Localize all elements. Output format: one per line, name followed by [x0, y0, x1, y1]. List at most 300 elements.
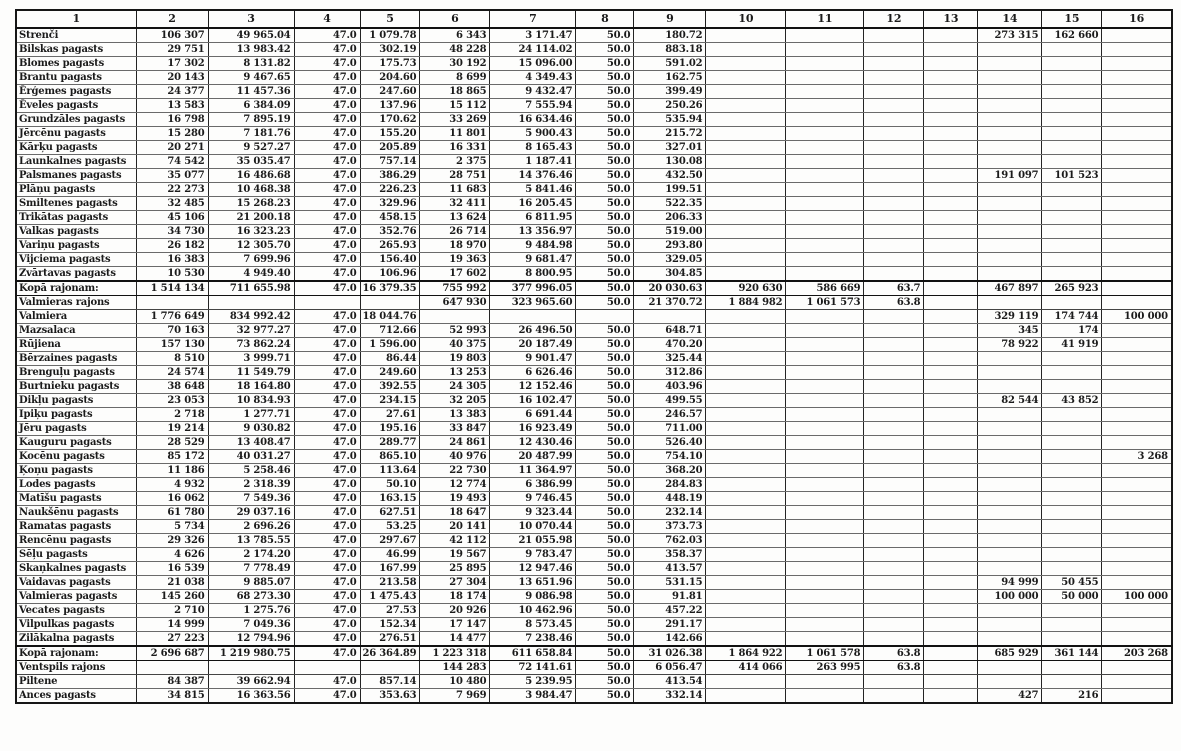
- cell: [924, 492, 978, 506]
- cell: 16 323.23: [208, 225, 294, 239]
- cell: [864, 548, 924, 562]
- cell: 7 895.19: [208, 113, 294, 127]
- cell: 50.0: [576, 436, 634, 450]
- cell: 427: [978, 689, 1042, 704]
- cell: 857.14: [360, 675, 420, 689]
- cell: [864, 478, 924, 492]
- cell: 13 651.96: [490, 576, 576, 590]
- cell: 50.0: [576, 127, 634, 141]
- cell: [924, 464, 978, 478]
- cell: 9 783.47: [490, 548, 576, 562]
- cell: [924, 352, 978, 366]
- table-row: [16, 618, 1172, 632]
- cell: 50.0: [576, 646, 634, 661]
- table-row: [16, 478, 1172, 492]
- cell: 15 280: [136, 127, 208, 141]
- cell: [978, 380, 1042, 394]
- cell: 47.0: [294, 675, 360, 689]
- cell: [924, 408, 978, 422]
- cell: 163.15: [360, 492, 420, 506]
- row-label: Ventspils rajons: [16, 661, 136, 675]
- row-label: Kocēnu pagasts: [16, 450, 136, 464]
- cell: 155.20: [360, 127, 420, 141]
- cell: [924, 28, 978, 43]
- row-label: Ipiķu pagasts: [16, 408, 136, 422]
- cell: [924, 661, 978, 675]
- cell: [706, 324, 786, 338]
- cell: 63.8: [864, 661, 924, 675]
- cell: 263 995: [786, 661, 864, 675]
- cell: 16 798: [136, 113, 208, 127]
- row-label: Rencēnu pagasts: [16, 534, 136, 548]
- column-header: 4: [294, 10, 360, 28]
- cell: 327.01: [634, 141, 706, 155]
- table-row: [16, 211, 1172, 225]
- cell: 47.0: [294, 576, 360, 590]
- table-row: [16, 113, 1172, 127]
- cell: 41 919: [1042, 338, 1102, 352]
- table-row: [16, 548, 1172, 562]
- cell: [1042, 408, 1102, 422]
- cell: [978, 141, 1042, 155]
- cell: 3 999.71: [208, 352, 294, 366]
- cell: 50.0: [576, 520, 634, 534]
- cell: [924, 632, 978, 647]
- cell: [864, 28, 924, 43]
- cell: [924, 675, 978, 689]
- cell: [1102, 534, 1172, 548]
- cell: 50.0: [576, 618, 634, 632]
- cell: [208, 296, 294, 310]
- cell: 170.62: [360, 113, 420, 127]
- cell: 9 484.98: [490, 239, 576, 253]
- cell: [786, 71, 864, 85]
- cell: [978, 127, 1042, 141]
- cell: [978, 155, 1042, 169]
- cell: [1042, 632, 1102, 647]
- cell: 1 223 318: [420, 646, 490, 661]
- cell: 757.14: [360, 155, 420, 169]
- cell: 19 363: [420, 253, 490, 267]
- cell: 11 683: [420, 183, 490, 197]
- cell: [978, 57, 1042, 71]
- cell: 7 778.49: [208, 562, 294, 576]
- cell: 175.73: [360, 57, 420, 71]
- cell: 754.10: [634, 450, 706, 464]
- table-row: [16, 71, 1172, 85]
- cell: [978, 267, 1042, 282]
- row-label: Bērzaines pagasts: [16, 352, 136, 366]
- cell: 9 030.82: [208, 422, 294, 436]
- cell: 50.0: [576, 604, 634, 618]
- cell: 20 487.99: [490, 450, 576, 464]
- cell: 234.15: [360, 394, 420, 408]
- row-label: Strenči: [16, 28, 136, 43]
- cell: 7 238.46: [490, 632, 576, 647]
- row-label: Blomes pagasts: [16, 57, 136, 71]
- cell: 50.0: [576, 141, 634, 155]
- cell: [1102, 113, 1172, 127]
- cell: 11 801: [420, 127, 490, 141]
- cell: 162 660: [1042, 28, 1102, 43]
- table-row: [16, 239, 1172, 253]
- cell: 195.16: [360, 422, 420, 436]
- cell: [786, 450, 864, 464]
- cell: 47.0: [294, 394, 360, 408]
- cell: [706, 576, 786, 590]
- cell: [864, 310, 924, 324]
- cell: [924, 604, 978, 618]
- cell: [706, 338, 786, 352]
- cell: 47.0: [294, 436, 360, 450]
- cell: [924, 590, 978, 604]
- cell: 312.86: [634, 366, 706, 380]
- cell: 47.0: [294, 225, 360, 239]
- cell: 8 800.95: [490, 267, 576, 282]
- cell: [978, 366, 1042, 380]
- cell: [924, 394, 978, 408]
- cell: [924, 71, 978, 85]
- cell: 10 070.44: [490, 520, 576, 534]
- cell: [706, 99, 786, 113]
- cell: 47.0: [294, 85, 360, 99]
- cell: 13 624: [420, 211, 490, 225]
- cell: 26 496.50: [490, 324, 576, 338]
- row-label: Vecates pagasts: [16, 604, 136, 618]
- total-row: [16, 281, 1172, 296]
- cell: 106.96: [360, 267, 420, 282]
- cell: [1042, 380, 1102, 394]
- cell: [1042, 57, 1102, 71]
- cell: [924, 281, 978, 296]
- cell: 3 171.47: [490, 28, 576, 43]
- cell: 13 356.97: [490, 225, 576, 239]
- cell: 10 462.96: [490, 604, 576, 618]
- cell: 3 984.47: [490, 689, 576, 704]
- cell: 100 000: [1102, 590, 1172, 604]
- cell: [1042, 113, 1102, 127]
- cell: [924, 436, 978, 450]
- cell: [1102, 548, 1172, 562]
- cell: 297.67: [360, 534, 420, 548]
- cell: 6 343: [420, 28, 490, 43]
- cell: 18 647: [420, 506, 490, 520]
- cell: 368.20: [634, 464, 706, 478]
- cell: 2 710: [136, 604, 208, 618]
- cell: 40 375: [420, 338, 490, 352]
- row-label: Dikļu pagasts: [16, 394, 136, 408]
- cell: [924, 450, 978, 464]
- cell: 32 411: [420, 197, 490, 211]
- cell: [1042, 534, 1102, 548]
- cell: 50.0: [576, 253, 634, 267]
- cell: 1 061 573: [786, 296, 864, 310]
- cell: [1102, 155, 1172, 169]
- cell: 50.0: [576, 689, 634, 704]
- cell: 21 055.98: [490, 534, 576, 548]
- cell: [706, 408, 786, 422]
- cell: 18 970: [420, 239, 490, 253]
- cell: [786, 366, 864, 380]
- cell: 50.0: [576, 506, 634, 520]
- cell: 47.0: [294, 408, 360, 422]
- cell: 29 037.16: [208, 506, 294, 520]
- cell: 48 228: [420, 43, 490, 57]
- cell: 47.0: [294, 632, 360, 647]
- cell: 273 315: [978, 28, 1042, 43]
- cell: [1102, 436, 1172, 450]
- cell: 16 486.68: [208, 169, 294, 183]
- cell: 43 852: [1042, 394, 1102, 408]
- cell: 14 477: [420, 632, 490, 647]
- column-header: 12: [864, 10, 924, 28]
- cell: [706, 675, 786, 689]
- cell: [1102, 520, 1172, 534]
- cell: [924, 253, 978, 267]
- cell: [864, 450, 924, 464]
- cell: 40 031.27: [208, 450, 294, 464]
- cell: [786, 380, 864, 394]
- cell: [978, 85, 1042, 99]
- cell: [978, 534, 1042, 548]
- row-label: Skaņkalnes pagasts: [16, 562, 136, 576]
- cell: 249.60: [360, 366, 420, 380]
- cell: [924, 197, 978, 211]
- cell: 17 147: [420, 618, 490, 632]
- cell: 865.10: [360, 450, 420, 464]
- cell: 216: [1042, 689, 1102, 704]
- cell: 94 999: [978, 576, 1042, 590]
- cell: 1 514 134: [136, 281, 208, 296]
- cell: [786, 436, 864, 450]
- cell: 50 455: [1042, 576, 1102, 590]
- cell: 50.0: [576, 464, 634, 478]
- table-row: [16, 99, 1172, 113]
- cell: [978, 520, 1042, 534]
- cell: 302.19: [360, 43, 420, 57]
- cell: 1 277.71: [208, 408, 294, 422]
- cell: [706, 267, 786, 282]
- cell: 32 977.27: [208, 324, 294, 338]
- cell: 50.0: [576, 225, 634, 239]
- cell: [1102, 57, 1172, 71]
- cell: [706, 590, 786, 604]
- cell: 27.61: [360, 408, 420, 422]
- cell: [924, 548, 978, 562]
- table-row: [16, 28, 1172, 43]
- cell: 31 026.38: [634, 646, 706, 661]
- total-row: [16, 646, 1172, 661]
- cell: [978, 225, 1042, 239]
- cell: [924, 380, 978, 394]
- cell: 9 746.45: [490, 492, 576, 506]
- cell: 7 969: [420, 689, 490, 704]
- cell: [706, 57, 786, 71]
- cell: 29 326: [136, 534, 208, 548]
- cell: 28 751: [420, 169, 490, 183]
- column-header: 8: [576, 10, 634, 28]
- cell: 63.8: [864, 296, 924, 310]
- cell: 26 182: [136, 239, 208, 253]
- cell: 361 144: [1042, 646, 1102, 661]
- cell: [786, 675, 864, 689]
- cell: 627.51: [360, 506, 420, 520]
- cell: [706, 28, 786, 43]
- cell: [1042, 71, 1102, 85]
- row-label: Piltene: [16, 675, 136, 689]
- cell: 7 549.36: [208, 492, 294, 506]
- cell: [786, 604, 864, 618]
- cell: 50.0: [576, 632, 634, 647]
- cell: [706, 506, 786, 520]
- cell: [978, 99, 1042, 113]
- cell: [1042, 464, 1102, 478]
- cell: [786, 338, 864, 352]
- cell: 329 119: [978, 310, 1042, 324]
- cell: 137.96: [360, 99, 420, 113]
- cell: 22 730: [420, 464, 490, 478]
- cell: 73 862.24: [208, 338, 294, 352]
- cell: [1102, 267, 1172, 282]
- cell: 47.0: [294, 211, 360, 225]
- cell: 13 785.55: [208, 534, 294, 548]
- cell: 32 205: [420, 394, 490, 408]
- cell: 113.64: [360, 464, 420, 478]
- cell: [786, 576, 864, 590]
- cell: 50.0: [576, 478, 634, 492]
- cell: [1102, 183, 1172, 197]
- row-label: Burtnieku pagasts: [16, 380, 136, 394]
- cell: 45 106: [136, 211, 208, 225]
- cell: 24 377: [136, 85, 208, 99]
- cell: [1102, 394, 1172, 408]
- row-label: Variņu pagasts: [16, 239, 136, 253]
- cell: 47.0: [294, 253, 360, 267]
- cell: 20 187.49: [490, 338, 576, 352]
- cell: 50.0: [576, 380, 634, 394]
- cell: [706, 478, 786, 492]
- cell: [1042, 548, 1102, 562]
- cell: [864, 380, 924, 394]
- cell: [864, 534, 924, 548]
- cell: 30 192: [420, 57, 490, 71]
- column-header: 3: [208, 10, 294, 28]
- cell: 8 131.82: [208, 57, 294, 71]
- table-row: [16, 380, 1172, 394]
- cell: [706, 618, 786, 632]
- cell: 685 929: [978, 646, 1042, 661]
- cell: 16 331: [420, 141, 490, 155]
- cell: [1042, 183, 1102, 197]
- cell: 352.76: [360, 225, 420, 239]
- cell: 2 174.20: [208, 548, 294, 562]
- cell: [1042, 253, 1102, 267]
- cell: [706, 380, 786, 394]
- cell: [1042, 661, 1102, 675]
- cell: 13 583: [136, 99, 208, 113]
- row-label: Ances pagasts: [16, 689, 136, 704]
- cell: [1102, 141, 1172, 155]
- cell: [864, 113, 924, 127]
- table-row: [16, 324, 1172, 338]
- cell: [978, 548, 1042, 562]
- table-row: [16, 520, 1172, 534]
- cell: [864, 197, 924, 211]
- cell: 167.99: [360, 562, 420, 576]
- cell: 47.0: [294, 197, 360, 211]
- cell: 68 273.30: [208, 590, 294, 604]
- row-label: Kopā rajonam:: [16, 281, 136, 296]
- row-label: Launkalnes pagasts: [16, 155, 136, 169]
- cell: [706, 394, 786, 408]
- cell: 1 864 922: [706, 646, 786, 661]
- cell: 386.29: [360, 169, 420, 183]
- cell: [978, 478, 1042, 492]
- cell: 5 900.43: [490, 127, 576, 141]
- cell: 47.0: [294, 127, 360, 141]
- cell: 9 527.27: [208, 141, 294, 155]
- section-row: [16, 296, 1172, 310]
- cell: [706, 492, 786, 506]
- cell: 4 349.43: [490, 71, 576, 85]
- cell: 1 475.43: [360, 590, 420, 604]
- cell: 7 699.96: [208, 253, 294, 267]
- row-label: Jēru pagasts: [16, 422, 136, 436]
- cell: 23 053: [136, 394, 208, 408]
- cell: 50.0: [576, 548, 634, 562]
- table-row: [16, 590, 1172, 604]
- cell: [1042, 604, 1102, 618]
- cell: 15 268.23: [208, 197, 294, 211]
- cell: 84 387: [136, 675, 208, 689]
- cell: 647 930: [420, 296, 490, 310]
- cell: [706, 141, 786, 155]
- cell: [864, 408, 924, 422]
- row-label: Ramatas pagasts: [16, 520, 136, 534]
- cell: 28 529: [136, 436, 208, 450]
- cell: 100 000: [978, 590, 1042, 604]
- cell: 12 152.46: [490, 380, 576, 394]
- cell: [786, 352, 864, 366]
- cell: [924, 506, 978, 520]
- cell: [1042, 225, 1102, 239]
- cell: [786, 127, 864, 141]
- cell: 611 658.84: [490, 646, 576, 661]
- cell: 50.0: [576, 422, 634, 436]
- cell: [978, 296, 1042, 310]
- cell: 47.0: [294, 689, 360, 704]
- cell: 72 141.61: [490, 661, 576, 675]
- cell: 47.0: [294, 422, 360, 436]
- row-label: Jērcēnu pagasts: [16, 127, 136, 141]
- cell: 16 205.45: [490, 197, 576, 211]
- row-label: Vijciema pagasts: [16, 253, 136, 267]
- cell: 458.15: [360, 211, 420, 225]
- cell: [864, 436, 924, 450]
- cell: 101 523: [1042, 169, 1102, 183]
- cell: [136, 661, 208, 675]
- cell: [1102, 562, 1172, 576]
- cell: 6 691.44: [490, 408, 576, 422]
- cell: [1102, 99, 1172, 113]
- cell: 265 923: [1042, 281, 1102, 296]
- cell: 291.17: [634, 618, 706, 632]
- cell: 47.0: [294, 239, 360, 253]
- cell: [786, 394, 864, 408]
- cell: [1102, 366, 1172, 380]
- cell: 2 696.26: [208, 520, 294, 534]
- table-row: [16, 562, 1172, 576]
